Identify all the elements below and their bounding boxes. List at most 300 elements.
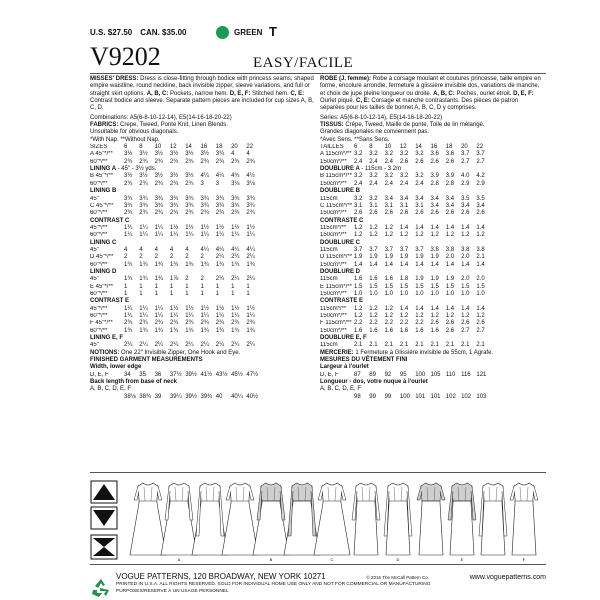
section-note: - 45" - 3½ yds. (117, 166, 157, 173)
yardage-value: 1.4 (430, 261, 439, 268)
size-header-row (320, 144, 544, 151)
price-can: CAN. $35.00 (140, 28, 187, 37)
yardage-value: 2.6 (415, 210, 424, 217)
yardage-value: 1.0 (384, 290, 393, 297)
yardage-value: 1¾ (215, 261, 225, 268)
width-heading: Largeur à l'ourlet (320, 364, 369, 371)
yardage-value: 1¾ (231, 327, 240, 334)
yardage-row (320, 203, 544, 210)
row-values (124, 372, 262, 379)
row-values (124, 276, 262, 283)
yardage-value: 3½ (154, 151, 163, 158)
row-values (354, 232, 492, 239)
yardage-row (320, 291, 544, 298)
dress-outline (314, 483, 350, 555)
website-link[interactable]: www.voguepatterns.com (469, 574, 546, 581)
yardage-value: 2¾ (154, 180, 163, 187)
yardage-value: 3.7 (384, 246, 393, 253)
garment-sketch (352, 483, 380, 555)
yardage-value: 1.0 (369, 290, 378, 297)
yardage-value: 40¼ (231, 393, 243, 400)
yardage-value: 1.9 (430, 276, 439, 283)
description-text: Pockets, narrow hem. (170, 90, 229, 97)
yardage-value: 4¼ (200, 246, 209, 253)
contrast-bodice (292, 483, 312, 501)
yardage-value: 1 (215, 290, 220, 297)
contrast-bodice (452, 483, 472, 501)
yardage-value: 43½ (215, 371, 228, 378)
yardage-value: 3¾ (231, 202, 240, 209)
yardage-row (320, 181, 544, 188)
yardage-value: 1.4 (399, 224, 409, 231)
section-title: DOUBLURE B (320, 188, 360, 195)
row-values (124, 254, 262, 261)
yardage-row (320, 159, 544, 166)
notions-line (90, 350, 314, 357)
row-values (124, 394, 262, 401)
yardage-value: 1.4 (354, 261, 363, 268)
section-heading (90, 188, 314, 195)
yardage-value: 2.0 (461, 254, 470, 261)
yardage-value: 38⅛ (124, 393, 136, 400)
yardage-value: 1.4 (430, 224, 439, 231)
yardage-value: 2 (154, 254, 158, 261)
yardage-value: 1½ (185, 305, 194, 312)
yardage-value: 3.2 (369, 173, 378, 180)
yardage-value: 1¼ (200, 232, 209, 239)
row-label: 115cm (320, 195, 338, 202)
row-values (354, 372, 492, 379)
yardage-value: 3⅛ (231, 180, 240, 187)
english-column (90, 76, 314, 401)
yardage-value: 1 (231, 290, 235, 297)
yardage-value: 2.0 (476, 276, 485, 283)
yardage-value: 1¾ (124, 327, 133, 334)
yardage-value: 1¼ (215, 232, 225, 239)
row-label: A 45"*/** (90, 151, 113, 158)
row-label: 60"*/** (90, 290, 108, 297)
back-length-row (90, 394, 314, 401)
yardage-value: 1.6 (415, 327, 424, 334)
yardage-value: 121 (476, 371, 487, 378)
row-values (124, 262, 262, 269)
yardage-row (320, 313, 544, 320)
row-values (354, 276, 492, 283)
fabrics-line (320, 122, 544, 129)
yardage-value: 1¼ (169, 313, 179, 319)
yardage-value: 1½ (200, 305, 209, 312)
yardage-value: 2¾ (215, 320, 225, 327)
yardage-value: 2.6 (354, 210, 363, 217)
yardage-row (320, 151, 544, 158)
row-label: 115cm (320, 342, 338, 349)
pattern-envelope-back (88, 0, 546, 600)
yardage-value: 3.4 (430, 195, 439, 202)
yardage-value: 20 (461, 144, 468, 151)
yardage-row (320, 247, 544, 254)
view-label: E (460, 557, 464, 562)
yardage-value: 3.4 (445, 202, 455, 209)
section-title: DOUBLURE E, F (320, 335, 367, 342)
yardage-value: 1¾ (154, 327, 163, 334)
row-values (354, 196, 492, 203)
row-values (354, 284, 492, 291)
yardage-value: 34 (124, 371, 131, 378)
yardage-value: 35 (139, 371, 146, 378)
yardage-value: 3.1 (415, 202, 424, 209)
fabrics-text: Crêpe, Tweed, Maille de ponte, Toile de lin mélangé. (345, 122, 485, 129)
row-values (124, 196, 262, 203)
left-sleeve (134, 486, 139, 500)
yardage-value: 1.6 (384, 276, 393, 283)
back-length-heading: Longueur - dos, votre nuque à l'ourlet (320, 379, 428, 386)
yardage-value: 1.0 (399, 290, 409, 297)
row-label: 45" (90, 276, 99, 283)
garment-sketch (479, 483, 507, 555)
yardage-value: 1 (215, 283, 220, 290)
yardage-value: 2.1 (430, 342, 439, 349)
yardage-value: 22 (246, 144, 254, 151)
yardage-value: 2.1 (461, 342, 470, 349)
yardage-value: 1.2 (399, 232, 409, 239)
yardage-value: 3.7 (476, 151, 485, 158)
section-heading (90, 298, 314, 305)
view-label: C (330, 557, 334, 562)
header-divider (90, 73, 546, 74)
row-values (354, 320, 492, 327)
yardage-value: 1.2 (369, 305, 378, 312)
yardage-value: 98 (354, 393, 361, 400)
description-title: MISSES' DRESS: (90, 76, 139, 82)
row-label: 45" (90, 342, 99, 349)
row-values (354, 210, 492, 217)
yardage-value: 2¾ (200, 158, 209, 165)
yardage-value: 1¾ (124, 261, 133, 268)
yardage-value: 39 (154, 393, 162, 400)
row-label: 150cm*/** (320, 180, 347, 187)
yardage-value: 2¼ (139, 342, 148, 349)
garment-sketch (284, 483, 320, 555)
section-title: LINING C (90, 239, 117, 246)
row-label: B 115cm*/** (320, 173, 352, 180)
yardage-value: 10 (154, 144, 162, 151)
yardage-value: 14 (185, 144, 192, 151)
yardage-value: 1½ (169, 305, 179, 312)
yardage-value: 3.6 (445, 151, 455, 158)
yardage-value: 1.4 (476, 224, 485, 231)
yardage-row (90, 203, 314, 210)
yardage-value: 2.6 (445, 327, 455, 334)
yardage-value: 1¼ (154, 305, 163, 312)
row-values (124, 247, 262, 254)
yardage-value: 1.6 (430, 327, 439, 334)
yardage-value: 1¾ (246, 327, 255, 334)
yardage-value: 1.4 (430, 305, 439, 312)
yardage-value: 1.4 (445, 224, 455, 231)
yardage-value: 3.1 (369, 202, 378, 209)
row-label (90, 394, 124, 401)
section-heading (320, 218, 544, 225)
row-values (354, 328, 492, 335)
yardage-value: 1¼ (231, 232, 240, 239)
yardage-value: 2¾ (185, 158, 194, 165)
row-label (320, 394, 354, 401)
yardage-value: 2¾ (124, 158, 133, 165)
yardage-value: 1.9 (415, 276, 424, 283)
yardage-value: 1¼ (185, 313, 194, 319)
yardage-value: 3¾ (231, 195, 240, 202)
yardage-value: 4 (246, 151, 250, 158)
row-values (354, 144, 492, 151)
yardage-value: 1 (200, 290, 204, 297)
row-label: F 115cm*/** (320, 320, 352, 327)
yardage-value: 3¾ (185, 195, 194, 202)
yardage-value: 3.2 (384, 151, 393, 158)
yardage-value: 3¾ (154, 195, 163, 202)
yardage-value: 8 (369, 144, 373, 151)
row-values (354, 313, 492, 320)
yardage-value: 37½ (169, 371, 182, 378)
row-values (354, 291, 492, 298)
yardage-value: 1¼ (154, 313, 163, 319)
row-values (354, 225, 492, 232)
yardage-value: 38¾ (139, 393, 151, 400)
garment-sketch (130, 483, 166, 555)
combinations-line: Combinations: A5(6-8-10-12-14), E5(14-16-18-20-22) (90, 114, 232, 121)
row-label: 150cm*/** (320, 327, 347, 334)
garment-sketch (253, 483, 289, 555)
yardage-value: 3½ (154, 173, 163, 180)
yardage-value: 1 (231, 283, 235, 290)
yardage-value: 2¾ (246, 320, 255, 327)
yardage-value: 2.6 (430, 320, 439, 327)
yardage-value: 3.2 (415, 173, 424, 180)
section-title: DOUBLURE D (320, 268, 360, 275)
yardage-value: 4 (154, 246, 158, 253)
row-label: 60"*/** (90, 261, 108, 268)
yardage-value: 3.1 (399, 202, 409, 209)
yardage-value: 2¼ (215, 276, 225, 283)
row-values (124, 232, 262, 239)
yardage-value: 1¾ (246, 261, 255, 268)
yardage-row (90, 306, 314, 313)
description-text: Contrast bodice and sleeve. Separate pattern pieces are included for cup sizes A, B, C, D. (90, 98, 314, 112)
yardage-value: 1¾ (185, 327, 194, 334)
yardage-row (320, 196, 544, 203)
yardage-value: 2¾ (154, 158, 163, 165)
left-sleeve (226, 486, 231, 500)
section-title: LINING D (90, 268, 117, 275)
yardage-value: 1 (185, 290, 189, 297)
yardage-value: 2¾ (124, 320, 133, 327)
company-address: VOGUE PATTERNS, 120 BROADWAY, NEW YORK 10271 (116, 572, 326, 581)
garment-sketch (510, 483, 538, 555)
yardage-value: 1 (124, 283, 128, 290)
row-label: 60"*/** (90, 232, 108, 239)
section-heading (90, 335, 314, 342)
back-length-row (320, 394, 544, 401)
yardage-value: 2¾ (200, 320, 209, 327)
yardage-value: 1.0 (445, 290, 455, 297)
garment-sketch (314, 483, 350, 555)
yardage-value: 3½ (185, 151, 194, 158)
row-label: D, E, F (90, 371, 109, 378)
row-label: 150cm*/** (320, 158, 347, 165)
yardage-row (90, 173, 314, 180)
yardage-value: 18 (445, 144, 453, 151)
row-label: E 45"*/** (90, 283, 114, 290)
yardage-value: 1.2 (384, 224, 393, 231)
yardage-value: 3¾ (246, 195, 255, 202)
yardage-value: 3.2 (384, 173, 393, 180)
yardage-value: 1¾ (124, 276, 133, 283)
yardage-value: 2¼ (231, 254, 240, 261)
yardage-value: 1.2 (476, 232, 485, 239)
yardage-value: 1.9 (399, 254, 409, 261)
yardage-value: 1.2 (399, 313, 409, 319)
yardage-value: 1.4 (415, 305, 424, 312)
fabrics-text: Crepe, Tweed, Ponte Knit, Linen Blends. (120, 122, 228, 129)
yardage-value: 1.4 (399, 305, 409, 312)
yardage-value: 1.0 (430, 290, 439, 297)
yardage-value: 2¾ (231, 320, 240, 327)
section-title: CONTRASTE E (320, 298, 364, 305)
yardage-value: 1.9 (445, 276, 455, 283)
yardage-value: 14 (415, 144, 422, 151)
yardage-value: 1¼ (246, 232, 255, 239)
row-values (124, 203, 262, 210)
yardage-value: 3.4 (430, 202, 439, 209)
yardage-value: 1¼ (231, 313, 240, 319)
yardage-value: 2.2 (399, 320, 409, 327)
row-label: C 45"*/** (90, 202, 114, 209)
fabrics-title: TISSUS: (320, 122, 344, 129)
description-text: Corsage et manche contrastants. Des pièces de patron séparées pour les tailles de bonnet A, B, C, D y comprises. (320, 98, 519, 112)
yardage-value: 16 (200, 144, 208, 151)
yardage-value: 4.2 (476, 173, 485, 180)
yardage-value: 1.4 (476, 305, 485, 312)
yardage-value: 1¼ (124, 313, 133, 319)
section-title: DOUBLURE C (320, 239, 360, 246)
row-label: D 115cm*/** (320, 254, 353, 261)
yardage-value: 1.0 (476, 290, 485, 297)
row-label: D 45"*/** (90, 254, 114, 261)
yardage-value: 1.4 (445, 261, 455, 268)
yardage-row (320, 254, 544, 261)
description-text: Stitched hem. (252, 90, 289, 97)
back-length-views: A, B, C, D, E, F (90, 386, 132, 393)
yardage-value: 3.2 (415, 151, 424, 158)
description-ref: A, B, C: (433, 90, 455, 97)
yardage-value: 99 (369, 393, 376, 400)
yardage-value: 1¼ (139, 313, 148, 319)
section-title: CONTRASTE C (320, 217, 364, 224)
yardage-value: 1¼ (124, 224, 133, 231)
yardage-value: 2¾ (169, 158, 179, 165)
yardage-value: 2¼ (185, 342, 194, 349)
yardage-value: 1 (246, 290, 250, 297)
yardage-row (320, 306, 544, 313)
yardage-value: 1¾ (185, 261, 194, 268)
yardage-value: 2.4 (399, 180, 409, 187)
yardage-value: 3½ (169, 151, 179, 158)
yardage-value: 1.5 (354, 283, 363, 290)
row-values (354, 306, 492, 313)
yardage-row (90, 196, 314, 203)
row-values (354, 159, 492, 166)
yardage-value: 2¾ (200, 210, 209, 217)
yardage-value: 18 (215, 144, 223, 151)
yardage-value: 2¼ (169, 342, 179, 349)
section-heading (320, 188, 544, 195)
yardage-value: 3½ (185, 173, 194, 180)
dress-outline (386, 483, 410, 555)
yardage-row (90, 210, 314, 217)
row-values (354, 173, 492, 180)
yardage-value: 2.6 (384, 210, 393, 217)
yardage-value: 39½ (185, 393, 197, 400)
row-label: E 115cm*/** (320, 283, 352, 290)
row-values (124, 328, 262, 335)
yardage-value: 3.2 (369, 195, 378, 202)
description-ref: C, E: (290, 90, 305, 97)
row-label: 115cm (320, 276, 338, 283)
yardage-value: 1 (200, 283, 204, 290)
yardage-row (320, 284, 544, 291)
yardage-value: 2¼ (215, 342, 225, 349)
row-label: 60"*/** (90, 180, 108, 187)
yardage-value: 1½ (215, 305, 225, 312)
yardage-value: 1¼ (124, 305, 133, 312)
yardage-value: 1⅞ (169, 276, 179, 283)
left-sleeve (318, 486, 323, 500)
section-heading (320, 240, 544, 247)
yardage-value: 1¼ (139, 224, 148, 231)
row-label: B 45"*/** (90, 173, 114, 180)
yardage-value: 3½ (169, 173, 179, 180)
yardage-value: 1.5 (399, 283, 409, 290)
yardage-value: 1.5 (384, 283, 393, 290)
yardage-value: 1.2 (461, 313, 470, 319)
yardage-value: 22 (476, 144, 484, 151)
garment-views (88, 477, 546, 562)
yardage-value: 2.7 (461, 158, 470, 165)
yardage-value: 3.5 (461, 195, 470, 202)
yardage-value: 2.4 (354, 180, 363, 187)
footer-note-1: PRINTED IN U.S.A. ALL RIGHTS RESERVED. SOLD FOR INDIVIDUAL HOME USE ONLY AND NOT FOR COMMERCIAL OR MANUFACTURING (116, 582, 431, 587)
yardage-value: 2¾ (124, 180, 133, 187)
yardage-value: 2.7 (476, 158, 485, 165)
yardage-value: 1.6 (369, 276, 378, 283)
yardage-value: 1.4 (476, 261, 485, 268)
yardage-value: 1.4 (415, 224, 424, 231)
description-title: ROBE (J. femme): (320, 76, 372, 82)
yardage-value: 101 (415, 393, 426, 400)
yardage-value: 2 (139, 254, 143, 261)
yardage-value: 2.6 (369, 210, 378, 217)
yardage-value: 3.7 (461, 151, 470, 158)
yardage-value: 99 (384, 393, 392, 400)
yardage-value: 1¾ (169, 327, 179, 334)
yardage-value: 3.2 (354, 151, 363, 158)
yardage-value: 2.9 (461, 180, 470, 187)
finished-heading: MESURES DU VÊTEMENT FINI (320, 357, 408, 364)
row-label: 115cm*/** (320, 305, 347, 312)
left-sleeve (510, 486, 515, 500)
garment-sketch (161, 483, 197, 555)
yardage-value: 2¾ (139, 320, 148, 327)
right-sleeve (249, 486, 254, 500)
